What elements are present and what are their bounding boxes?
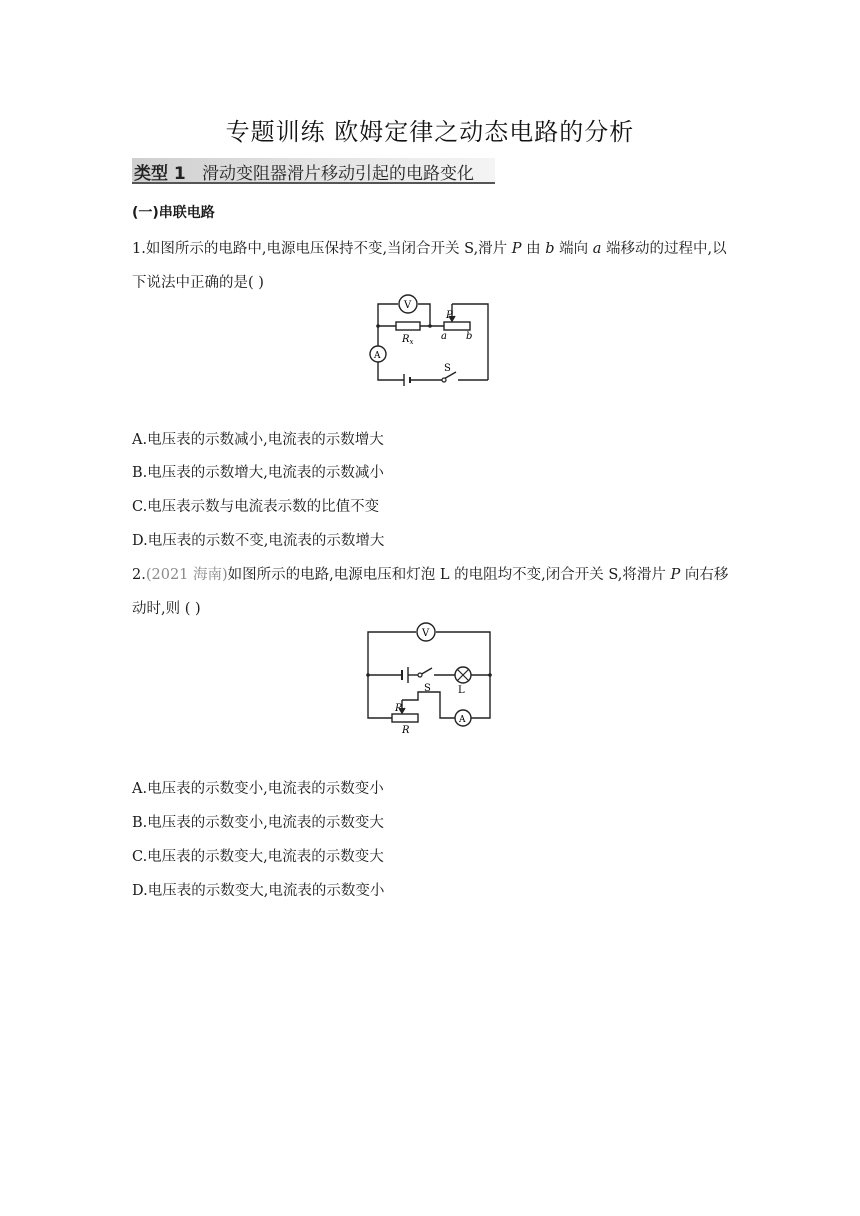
q1-slider-p-label: P bbox=[446, 310, 453, 321]
q2-switch-label: S bbox=[424, 683, 431, 694]
type-label: 类型 1 bbox=[134, 164, 186, 184]
q2-option-b[interactable]: B.电压表的示数变小,电流表的示数变大 bbox=[132, 815, 384, 831]
q1-stem-line1 bbox=[132, 237, 727, 258]
q2-stem-line2: 动时,则 ( ) bbox=[132, 601, 201, 617]
q1-var-b: b bbox=[545, 241, 555, 257]
q2-source: (2021 海南) bbox=[145, 567, 228, 583]
type-header bbox=[132, 158, 495, 184]
q2-circuit-diagram bbox=[362, 620, 496, 738]
q2-option-a[interactable]: A.电压表的示数变小,电流表的示数变小 bbox=[132, 781, 384, 797]
q1-option-a[interactable]: A.电压表的示数减小,电流表的示数增大 bbox=[132, 432, 384, 448]
q1-text-d: 端移动的过程中,以 bbox=[601, 241, 727, 257]
q1-option-d[interactable]: D.电压表的示数不变,电流表的示数增大 bbox=[132, 533, 385, 549]
q2-option-c[interactable]: C.电压表的示数变大,电流表的示数变大 bbox=[132, 849, 384, 865]
q1-var-a: a bbox=[592, 241, 602, 257]
q1-text-b: 由 bbox=[521, 241, 546, 257]
q1-rx-label: $R_x$ bbox=[402, 334, 414, 346]
q2-rheostat-label: R bbox=[402, 725, 410, 736]
q1-circuit-diagram bbox=[364, 292, 496, 388]
q1-voltmeter-label: V bbox=[404, 300, 412, 311]
page-title: 专题训练 欧姆定律之动态电路的分析 bbox=[225, 118, 635, 146]
q2-stem-line1 bbox=[132, 563, 728, 584]
q2-text-a: 如图所示的电路,电源电压和灯泡 L 的电阻均不变,闭合开关 S,将滑片 bbox=[227, 567, 671, 583]
q2-ammeter-label: A bbox=[459, 715, 466, 725]
q1-stem-line2: 下说法中正确的是( ) bbox=[132, 275, 264, 291]
type-title: 滑动变阻器滑片移动引起的电路变化 bbox=[202, 164, 474, 184]
q1-text-c: 端向 bbox=[554, 241, 593, 257]
q2-voltmeter-label: V bbox=[422, 628, 430, 639]
q1-end-a-label: a bbox=[441, 331, 447, 342]
q1-option-c[interactable]: C.电压表示数与电流表示数的比值不变 bbox=[132, 499, 380, 515]
q1-switch-label: S bbox=[444, 363, 451, 374]
q2-number: 2. bbox=[132, 567, 146, 583]
q2-var-p: P bbox=[670, 567, 681, 583]
q1-ammeter-label: A bbox=[374, 351, 381, 361]
q1-end-b-label: b bbox=[466, 331, 473, 342]
q2-slider-p-label: P bbox=[395, 703, 402, 714]
q1-var-p: P bbox=[511, 241, 522, 257]
q2-option-d[interactable]: D.电压表的示数变大,电流表的示数变小 bbox=[132, 883, 385, 899]
q2-text-b: 向右移 bbox=[680, 567, 729, 583]
q2-lamp-label: L bbox=[458, 685, 465, 696]
q1-option-b[interactable]: B.电压表的示数增大,电流表的示数减小 bbox=[132, 465, 384, 481]
q1-text-a: 1.如图所示的电路中,电源电压保持不变,当闭合开关 S,滑片 bbox=[132, 241, 512, 257]
section-heading: (一)串联电路 bbox=[132, 205, 215, 221]
